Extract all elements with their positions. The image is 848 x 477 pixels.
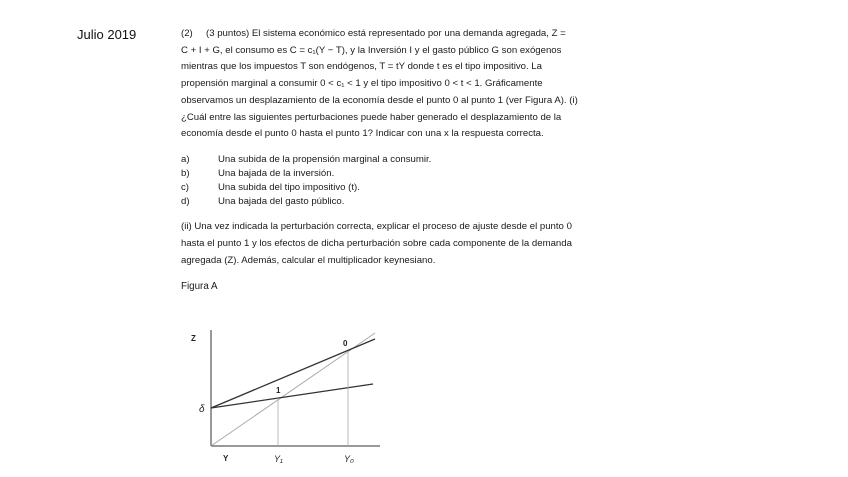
demand-line-initial xyxy=(211,339,375,408)
question-line-5: observamos un desplazamiento de la economía desde el punto 0 al punto 1 (ver Figura A). (i) xyxy=(181,94,578,106)
point-1-label: 1 xyxy=(276,386,281,395)
question-line-4: propensión marginal a consumir 0 < c₁ < 1 y el tipo impositivo 0 < t < 1. Gráficamente xyxy=(181,78,543,90)
answer-options xyxy=(181,153,634,209)
part-two-statement xyxy=(181,218,634,269)
figure-title: Figura A xyxy=(181,280,218,292)
option-letter: d) xyxy=(181,195,190,207)
point-0-label: 0 xyxy=(343,339,348,348)
y1-tick-label: Y₁ xyxy=(274,454,283,464)
part-two-line-2: hasta el punto 1 y los efectos de dicha perturbación sobre cada componente de la demanda xyxy=(181,237,572,249)
question-line-2: C + I + G, el consumo es C = c₁(Y − T), y la Inversión I y el gasto público G son exógenos xyxy=(181,44,562,56)
x-axis-label: Y xyxy=(223,454,229,463)
option-letter: b) xyxy=(181,167,190,179)
part-two-line-1: (ii) Una vez indicada la perturbación correcta, explicar el proceso de ajuste desde el punto 0 xyxy=(181,220,572,232)
part-two-line-3: agregada (Z). Además, calcular el multiplicador keynesiano. xyxy=(181,254,436,266)
question-statement xyxy=(181,26,634,143)
demand-line-new xyxy=(211,384,373,408)
option-text: Una subida de la propensión marginal a consumir. xyxy=(218,153,432,165)
question-line-6: ¿Cuál entre las siguientes perturbaciones puede haber generado el desplazamiento de la xyxy=(181,111,562,123)
option-b xyxy=(181,167,634,181)
option-text: Una bajada de la inversión. xyxy=(218,167,335,179)
figure-a-diagram xyxy=(190,322,390,472)
question-line-3: mientras que los impuestos T son endógenos, T = tY donde t es el tipo impositivo. La xyxy=(181,61,542,73)
option-c xyxy=(181,181,634,195)
option-d xyxy=(181,195,634,209)
option-text: Una subida del tipo impositivo (t). xyxy=(218,181,360,193)
y0-tick-label: Y₀ xyxy=(344,454,354,464)
question-line-7: economía desde el punto 0 hasta el punto 1? Indicar con una x la respuesta correcta. xyxy=(181,128,544,140)
question-number: (2) xyxy=(181,28,193,39)
option-text: Una bajada del gasto público. xyxy=(218,195,345,207)
exercise-block xyxy=(181,26,634,296)
question-line-1: (3 puntos) El sistema económico está representado por una demanda agregada, Z = xyxy=(206,28,566,39)
option-letter: a) xyxy=(181,153,190,165)
option-letter: c) xyxy=(181,181,189,193)
option-a xyxy=(181,153,634,167)
y-axis-label: Z xyxy=(191,334,196,343)
exam-date: Julio 2019 xyxy=(77,27,137,42)
intercept-label: δ xyxy=(199,404,205,415)
